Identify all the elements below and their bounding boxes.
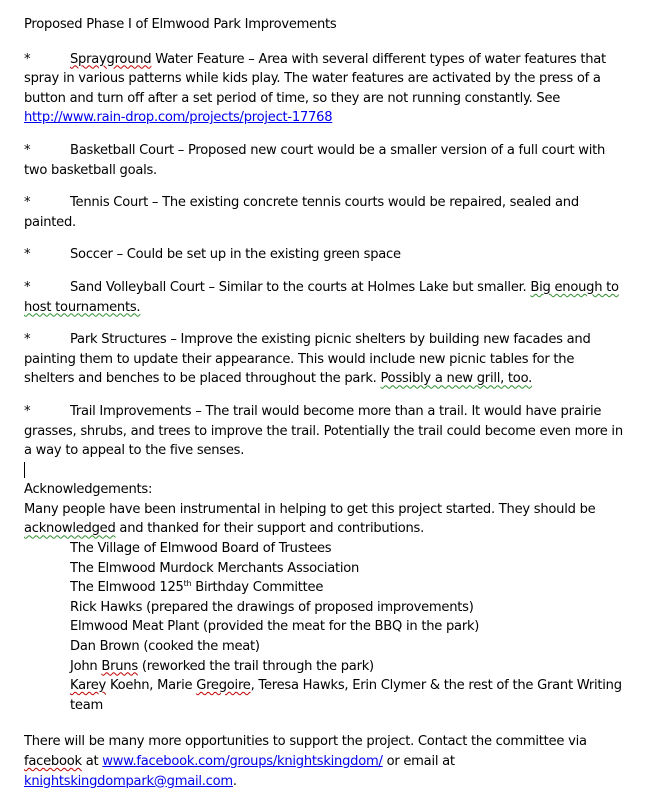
- item-text: Trail Improvements – The trail would become more than a trail. It would have prairie grasses, shrubs, and trees to improve the trail. Potentially the trail could become even more in a way to appeal to the five senses.: [24, 403, 623, 459]
- acknowledgements-intro: [24, 500, 626, 539]
- ack-list-item: The Elmwood Murdock Merchants Association: [70, 560, 360, 576]
- grammar-flagged-text: acknowledged: [24, 521, 116, 537]
- misspelled-word: Bruns: [101, 658, 138, 674]
- ack-text: The Elmwood 125: [70, 580, 184, 596]
- item-text: Basketball Court – Proposed new court would be a smaller version of a full court with two basketball goals.: [24, 142, 606, 178]
- facebook-link[interactable]: www.facebook.com/groups/knightskingdom/: [102, 754, 383, 769]
- ack-text: (reworked the trail through the park): [137, 658, 374, 674]
- ack-text: John: [70, 658, 102, 674]
- bullet-marker: *: [24, 51, 31, 67]
- ack-text: Koehn, Marie: [106, 678, 197, 694]
- closing-text: There will be many more opportunities to support the project. Contact the committee via: [24, 734, 587, 750]
- bullet-marker: *: [24, 279, 31, 295]
- acknowledgements-list: [24, 539, 626, 715]
- bullet-item-trail: [24, 402, 626, 461]
- bullet-item-park-structures: [24, 330, 626, 389]
- misspelled-word: Gregoire: [196, 678, 251, 694]
- misspelled-word: Karey: [70, 678, 107, 694]
- intro-text: Many people have been instrumental in helping to get this project started. They should be: [24, 501, 596, 517]
- bullet-item-tennis: [24, 193, 626, 232]
- item-text: Park Structures – Improve the existing picnic shelters by building new facades and painting them to update their appearance. This would include new picnic tables for the shelters and benches to be placed throughout the park.: [24, 332, 591, 387]
- grammar-flagged-text: Big enough to host tournaments.: [24, 279, 619, 315]
- email-link[interactable]: knightskingdompark@gmail.com: [24, 773, 233, 789]
- grammar-flagged-text: Possibly a new grill, too.: [380, 371, 533, 387]
- ack-list-item: [70, 578, 626, 598]
- closing-text: or email at: [382, 754, 455, 769]
- bullet-marker: *: [24, 247, 31, 263]
- item-text: Water Feature – Area with several different types of water features that spray in various patterns while kids play. The water features are activated by the press of a button and turn off after a set period of time, so they are not running constantly. See: [24, 51, 606, 106]
- bullet-marker: *: [24, 195, 31, 211]
- item-text: Soccer – Could be set up in the existing green space: [70, 247, 401, 263]
- misspelled-word: Sprayground: [70, 51, 152, 67]
- bullet-marker: *: [24, 142, 31, 158]
- ack-list-item: Dan Brown (cooked the meat): [70, 639, 260, 655]
- document-title: Proposed Phase I of Elmwood Park Improvements: [24, 17, 337, 32]
- ack-text: Birthday Committee: [191, 580, 324, 596]
- rain-drop-link[interactable]: http://www.rain-drop.com/projects/project-17768: [24, 110, 333, 126]
- bullet-item-volleyball: [24, 278, 626, 317]
- bullet-item-sprayground: [24, 50, 626, 128]
- misspelled-word: facebook: [24, 754, 82, 769]
- text-cursor: [24, 462, 25, 478]
- closing-text: .: [232, 773, 237, 789]
- text-cursor-line: [24, 461, 626, 481]
- ack-list-item: [70, 657, 626, 677]
- bullet-item-soccer: [24, 245, 626, 265]
- ordinal-suffix: th: [183, 579, 192, 589]
- intro-text: and thanked for their support and contributions.: [115, 521, 425, 537]
- ack-list-item: [70, 676, 626, 715]
- closing-text: at: [81, 754, 103, 769]
- ack-list-item: Rick Hawks (prepared the drawings of proposed improvements): [70, 599, 474, 615]
- ack-list-item: Elmwood Meat Plant (provided the meat for the BBQ in the park): [70, 619, 480, 635]
- closing-paragraph: [24, 732, 626, 791]
- bullet-marker: *: [24, 403, 31, 419]
- item-text: Sand Volleyball Court – Similar to the courts at Holmes Lake but smaller.: [70, 279, 531, 295]
- ack-list-item: The Village of Elmwood Board of Trustees: [70, 541, 332, 557]
- item-text: Tennis Court – The existing concrete tennis courts would be repaired, sealed and painted.: [24, 195, 579, 230]
- acknowledgements-section: [24, 480, 626, 715]
- ack-text: , Teresa Hawks, Erin Clymer & the rest of the Grant Writing team: [70, 678, 622, 713]
- bullet-marker: *: [24, 332, 31, 348]
- acknowledgements-heading: Acknowledgements:: [24, 482, 153, 498]
- bullet-item-basketball: [24, 141, 626, 180]
